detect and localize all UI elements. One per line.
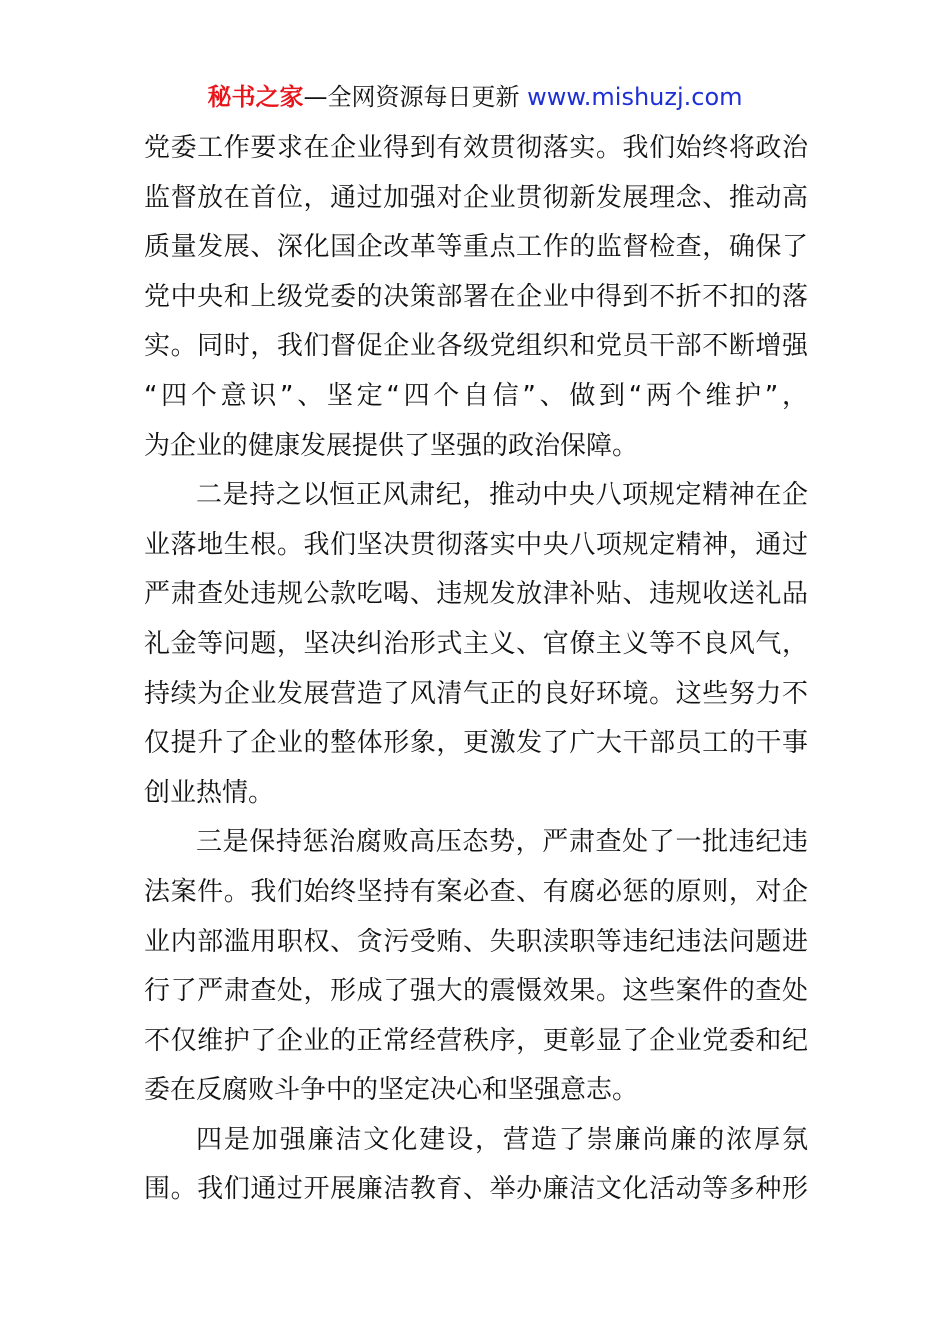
header-tagline: —全网资源每日更新	[303, 83, 528, 111]
text-line: 党中央和上级党委的决策部署在企业中得到不折不扣的落	[144, 281, 808, 312]
text-line: “四个意识”、坚定“四个自信”、做到“两个维护”，	[144, 380, 808, 411]
text-line: 创业热情。	[144, 777, 275, 808]
text-line: 为企业的健康发展提供了坚强的政治保障。	[144, 430, 639, 461]
website-link[interactable]: www.mishuzj.com	[527, 83, 743, 111]
text-line: 党委工作要求在企业得到有效贯彻落实。我们始终将政治	[144, 133, 808, 163]
page-header	[0, 80, 950, 114]
text-line: 委在反腐败斗争中的坚定决心和坚强意志。	[144, 1075, 639, 1106]
text-line: 质量发展、深化国企改革等重点工作的监督检查，确保了	[144, 232, 808, 263]
text-line: 不仅维护了企业的正常经营秩序，更彰显了企业党委和纪	[144, 1025, 808, 1056]
text-line: 监督放在首位，通过加强对企业贯彻新发展理念、推动高	[144, 182, 808, 213]
text-line: 实。同时，我们督促企业各级党组织和党员干部不断增强	[144, 331, 808, 362]
text-line: 礼金等问题，坚决纠治形式主义、官僚主义等不良风气，	[144, 628, 808, 659]
paragraph-start-line: 二是持之以恒正风肃纪，推动中央八项规定精神在企	[196, 480, 808, 511]
text-line: 业内部滥用职权、贪污受贿、失职渎职等违纪违法问题进	[144, 926, 808, 957]
brand-name: 秘书之家	[207, 83, 304, 111]
text-line: 法案件。我们始终坚持有案必查、有腐必惩的原则，对企	[144, 876, 808, 907]
text-line: 业落地生根。我们坚决贯彻落实中央八项规定精神，通过	[144, 529, 808, 560]
document-body	[144, 124, 808, 1215]
text-line: 严肃查处违规公款吃喝、违规发放津补贴、违规收送礼品	[144, 579, 808, 610]
text-line: 仅提升了企业的整体形象，更激发了广大干部员工的干事	[144, 728, 808, 759]
text-line: 行了严肃查处，形成了强大的震慑效果。这些案件的查处	[144, 976, 808, 1007]
paragraph-start-line: 四是加强廉洁文化建设，营造了崇廉尚廉的浓厚氛	[196, 1124, 808, 1155]
paragraph-start-line: 三是保持惩治腐败高压态势，严肃查处了一批违纪违	[196, 827, 808, 858]
text-line: 持续为企业发展营造了风清气正的良好环境。这些努力不	[144, 678, 808, 709]
text-line: 围。我们通过开展廉洁教育、举办廉洁文化活动等多种形	[144, 1174, 808, 1205]
